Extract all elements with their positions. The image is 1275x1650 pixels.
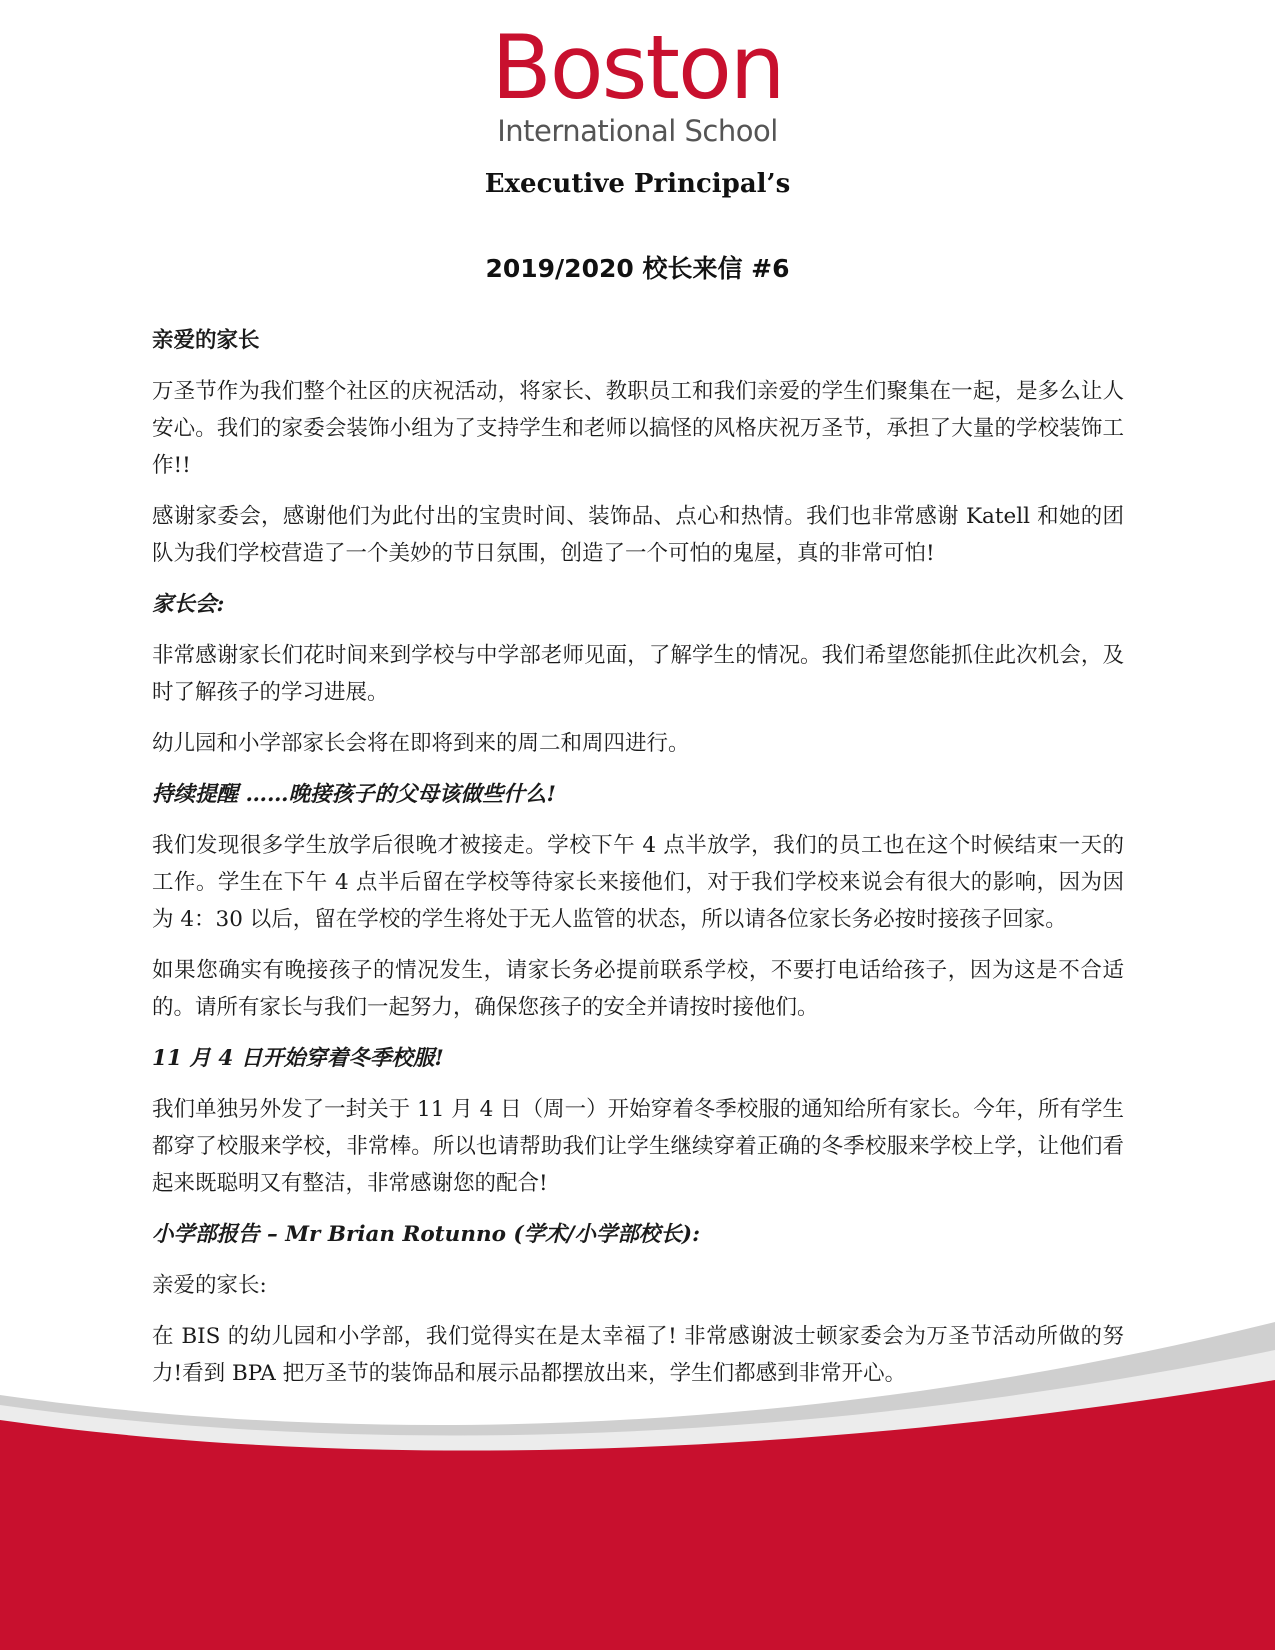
logo-subtitle: International School	[497, 114, 778, 148]
letter-body	[152, 322, 1124, 1406]
paragraph: 非常感谢家长们花时间来到学校与中学部老师见面，了解学生的情况。我们希望您能抓住此次机会，及时了解孩子的学习进展。	[152, 643, 1124, 705]
greeting: 亲爱的家长	[152, 328, 260, 353]
paragraph: 如果您确实有晚接孩子的情况发生，请家长务必提前联系学校，不要打电话给孩子，因为这是不合适的。请所有家长与我们一起努力，确保您孩子的安全并请按时接他们。	[152, 958, 1124, 1020]
paragraph: 幼儿园和小学部家长会将在即将到来的周二和周四进行。	[152, 731, 690, 756]
section-heading-late-pickup: 持续提醒 ……晚接孩子的父母该做些什么!	[152, 782, 556, 807]
section-heading-winter-uniform: 11 月 4 日开始穿着冬季校服!	[152, 1046, 444, 1071]
paragraph: 在 BIS 的幼儿园和小学部，我们觉得实在是太幸福了! 非常感谢波士顿家委会为万圣节活动所做的努力!看到 BPA 把万圣节的装饰品和展示品都摆放出来，学生们都感到非常开心。	[152, 1324, 1124, 1386]
school-logo	[0, 16, 1275, 152]
page-title: Executive Principal’s	[484, 169, 791, 199]
paragraph: 我们发现很多学生放学后很晚才被接走。学校下午 4 点半放学，我们的员工也在这个时候结束一天的工作。学生在下午 4 点半后留在学校等待家长来接他们，对于我们学校来说会有很大的影响，因为因为 4：30 以后，留在学校的学生将处于无人监管的状态，所以请各位家长务必按时接孩子回家。	[152, 833, 1124, 932]
paragraph: 万圣节作为我们整个社区的庆祝活动，将家长、教职员工和我们亲爱的学生们聚集在一起，是多么让人安心。我们的家委会装饰小组为了支持学生和老师以搞怪的风格庆祝万圣节，承担了大量的学校装饰工作!!	[152, 379, 1124, 478]
section-heading-parent-meeting: 家长会:	[152, 592, 225, 617]
footer-swoosh	[0, 1320, 1275, 1650]
section-heading-primary-report: 小学部报告 – Mr Brian Rotunno (学术/小学部校长):	[152, 1222, 701, 1247]
paragraph: 我们单独另外发了一封关于 11 月 4 日（周一）开始穿着冬季校服的通知给所有家长。今年，所有学生都穿了校服来学校，非常棒。所以也请帮助我们让学生继续穿着正确的冬季校服来学校上学，让他们看起来既聪明又有整洁，非常感谢您的配合!	[152, 1097, 1124, 1196]
letter-number: 2019/2020 校长来信 #6	[485, 254, 790, 283]
paragraph: 感谢家委会，感谢他们为此付出的宝贵时间、装饰品、点心和热情。我们也非常感谢 Katell 和她的团队为我们学校营造了一个美妙的节日氛围，创造了一个可怕的鬼屋，真的非常可怕!	[152, 504, 1124, 566]
logo-wordmark: Boston	[491, 16, 784, 119]
paragraph: 亲爱的家长:	[152, 1273, 267, 1298]
